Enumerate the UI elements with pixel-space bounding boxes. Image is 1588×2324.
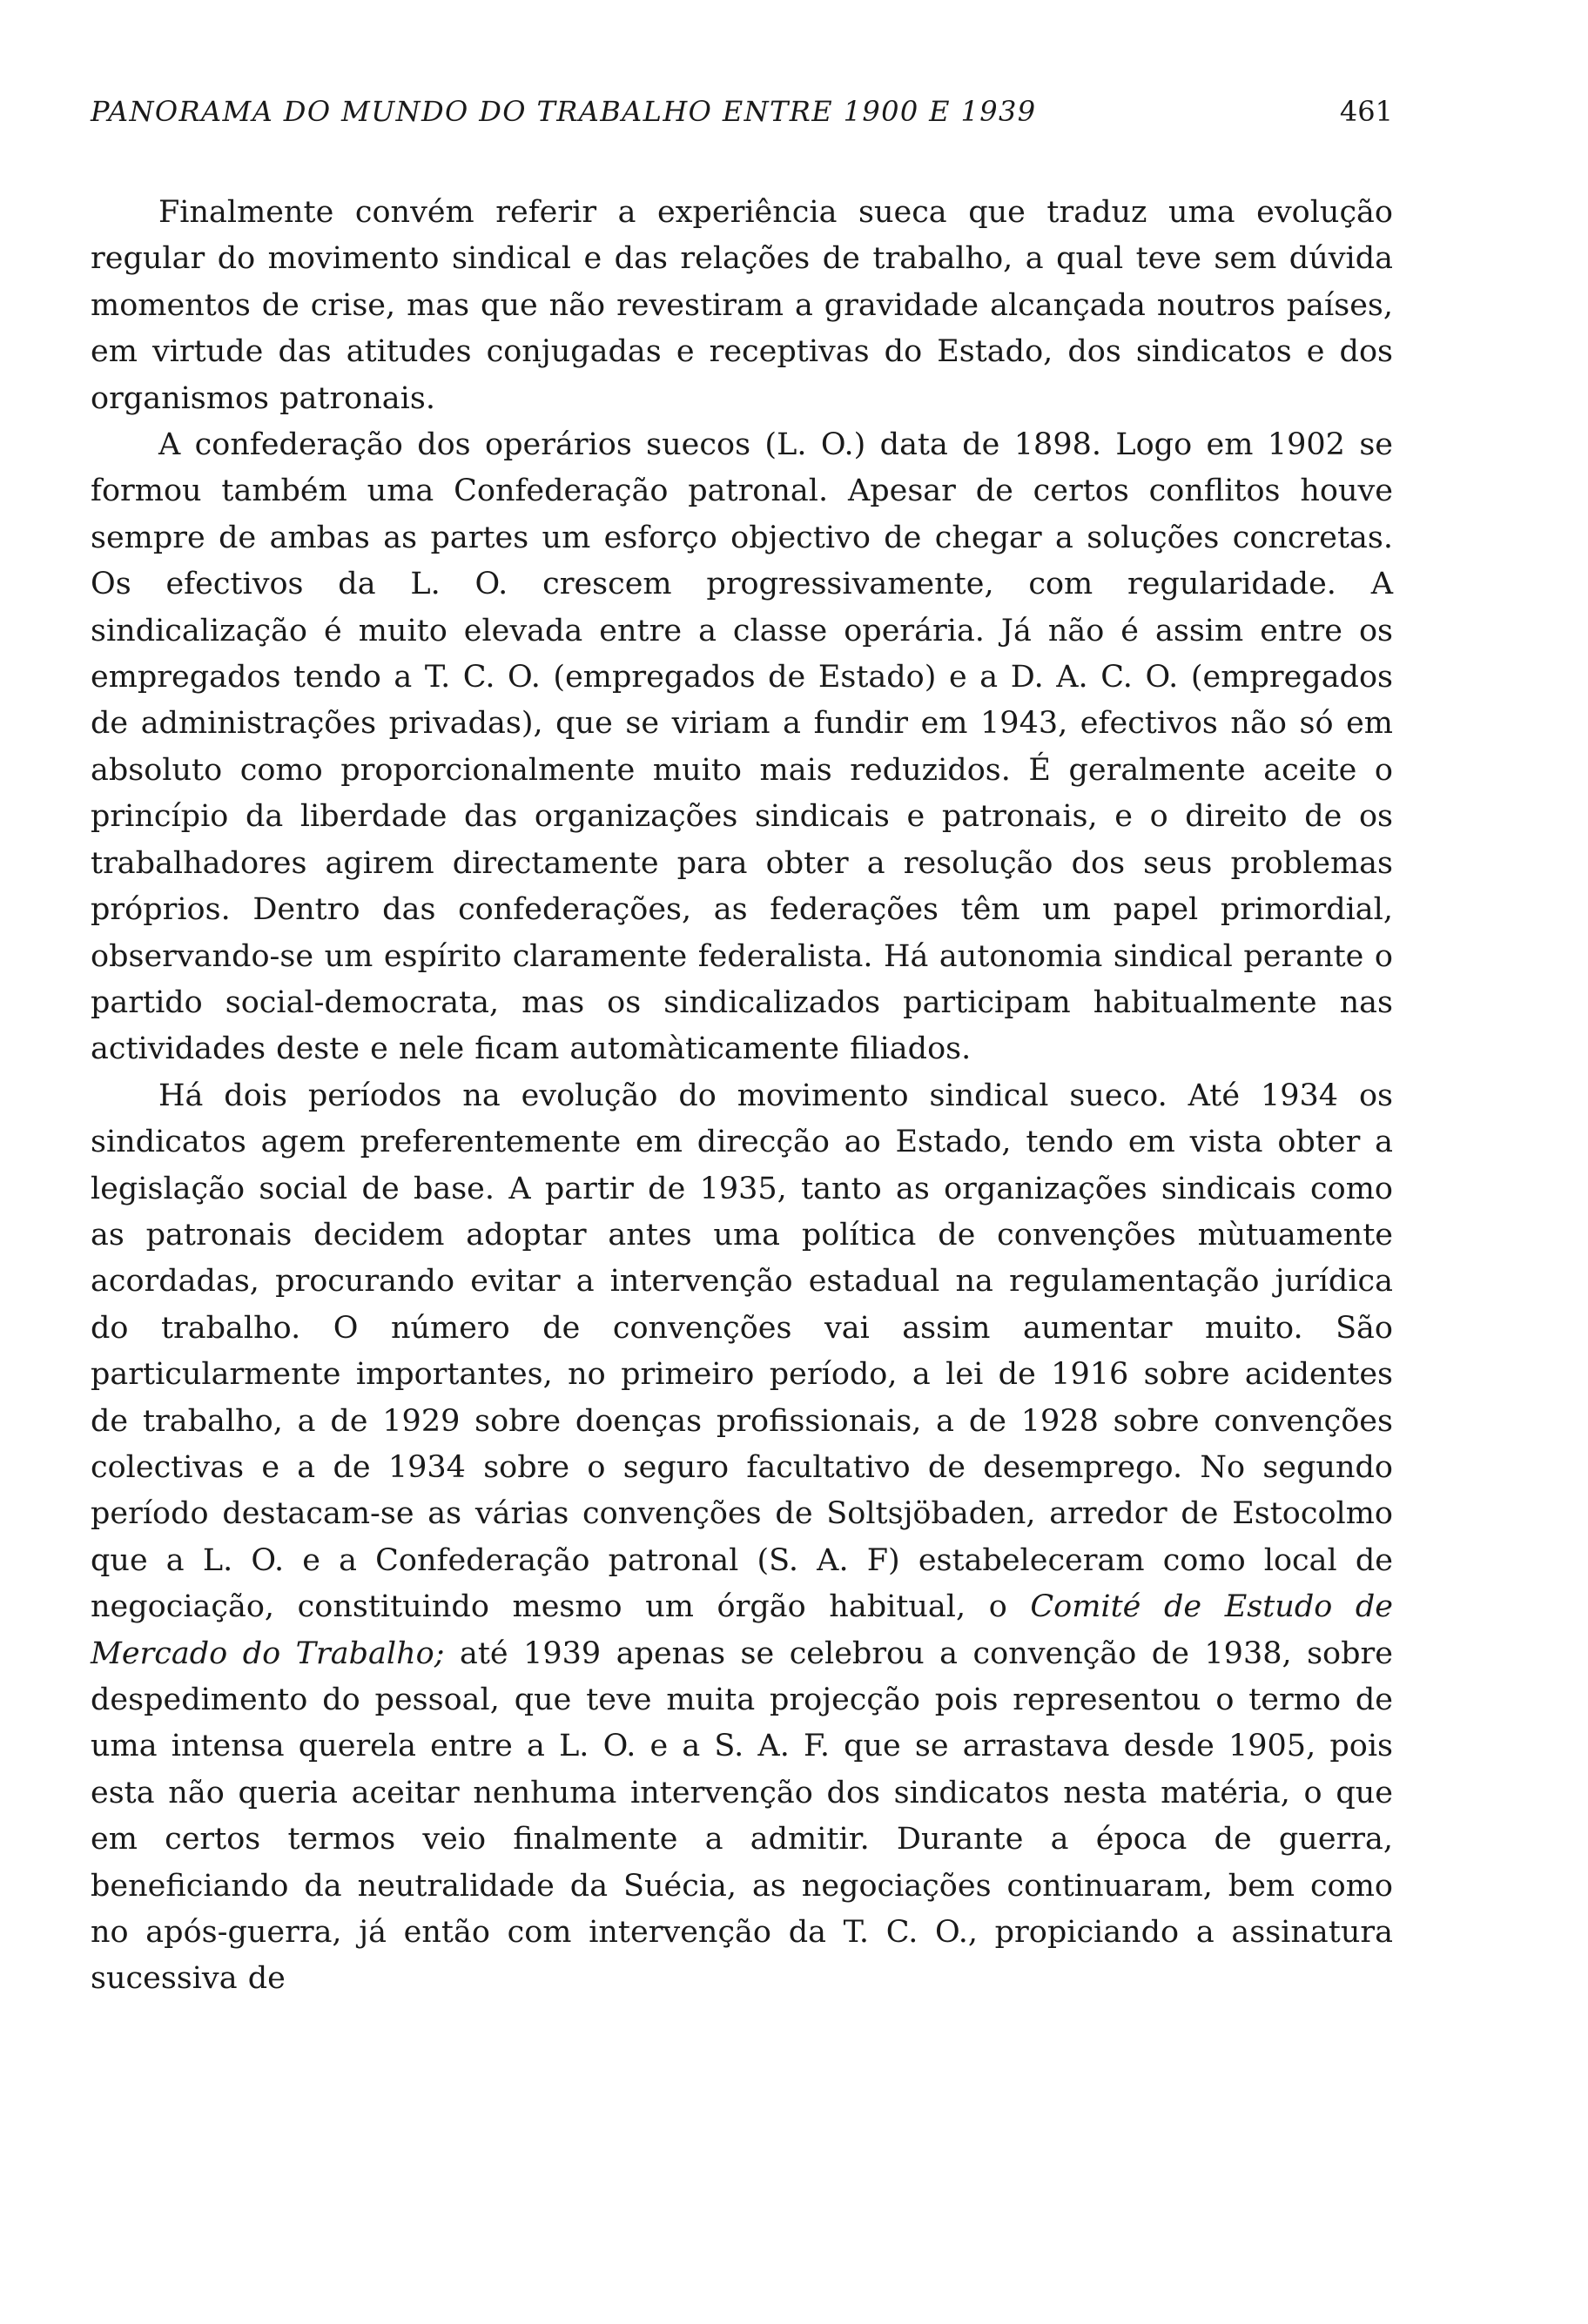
paragraph-text: até 1939 apenas se celebrou a convenção de 1938, sobre despedimento do pessoal, que teve muita projecção pois representou o termo de uma intensa querela entre a L. O. e a S. A. F. que se arrastava desde 1905, pois esta não queria aceitar nenhuma intervenção dos sindicatos nesta matéria, o que em certos termos veio finalmente a admitir. Durante a época de guerra, beneficiando da neutralidade da Suécia, as negociações continuaram, bem como no após-guerra, já então com intervenção da T. C. O., propiciando a assinatura sucessiva de <box>91 1636 1393 1997</box>
running-header-title: PANORAMA DO MUNDO DO TRABALHO ENTRE 1900 E 1939 <box>91 95 1037 128</box>
italic-title: Comité de Estudo de Mercado do Trabalho; <box>91 1589 1394 1671</box>
running-header <box>91 87 1393 136</box>
paragraph: Finalmente convém referir a experiência sueca que traduz uma evolução regular do movimento sindical e das relações de trabalho, a qual teve sem dúvida momentos de crise, mas que não revestiram a gravidade alcançada noutros países, em virtude das atitudes conjugadas e receptivas do Estado, dos sindicatos e dos organismos patronais. <box>91 195 1393 416</box>
book-page <box>91 87 1393 2003</box>
page-number: 461 <box>1339 95 1393 128</box>
paragraph <box>91 1073 1393 2003</box>
body-text <box>91 190 1393 2003</box>
paragraph-text: Há dois períodos na evolução do movimento sindical sueco. Até 1934 os sindicatos agem preferentemente em direcção ao Estado, tendo em vista obter a legislação social de base. A partir de 1935, tanto as organizações sindicais como as patronais decidem adoptar antes uma política de convenções mùtuamente acordadas, procurando evitar a intervenção estadual na regulamentação jurídica do trabalho. O número de convenções vai assim aumentar muito. São particularmente importantes, no primeiro período, a lei de 1916 sobre acidentes de trabalho, a de 1929 sobre doenças profissionais, a de 1928 sobre convenções colectivas e a de 1934 sobre o seguro facultativo de desemprego. No segundo período destacam-se as várias convenções de Soltsjöbaden, arredor de Estocolmo que a L. O. e a Confederação patronal (S. A. F) estabeleceram como local de negociação, constituindo mesmo um órgão habitual, o <box>91 1078 1393 1625</box>
paragraph: A confederação dos operários suecos (L. O.) data de 1898. Logo em 1902 se formou também uma Confederação patronal. Apesar de certos conflitos houve sempre de ambas as partes um esforço objectivo de chegar a soluções concretas. Os efectivos da L. O. crescem progressivamente, com regularidade. A sindicalização é muito elevada entre a classe operária. Já não é assim entre os empregados tendo a T. C. O. (empregados de Estado) e a D. A. C. O. (empregados de administrações privadas), que se viriam a fundir em 1943, efectivos não só em absoluto como proporcionalmente muito mais reduzidos. É geralmente aceite o princípio da liberdade das organizações sindicais e patronais, e o direito de os trabalhadores agirem directamente para obter a resolução dos seus problemas próprios. Dentro das confederações, as federações têm um papel primordial, observando-se um espírito claramente federalista. Há autonomia sindical perante o partido social-democrata, mas os sindicalizados participam habitualmente nas actividades deste e nele ficam automàticamente filiados. <box>91 427 1393 1067</box>
